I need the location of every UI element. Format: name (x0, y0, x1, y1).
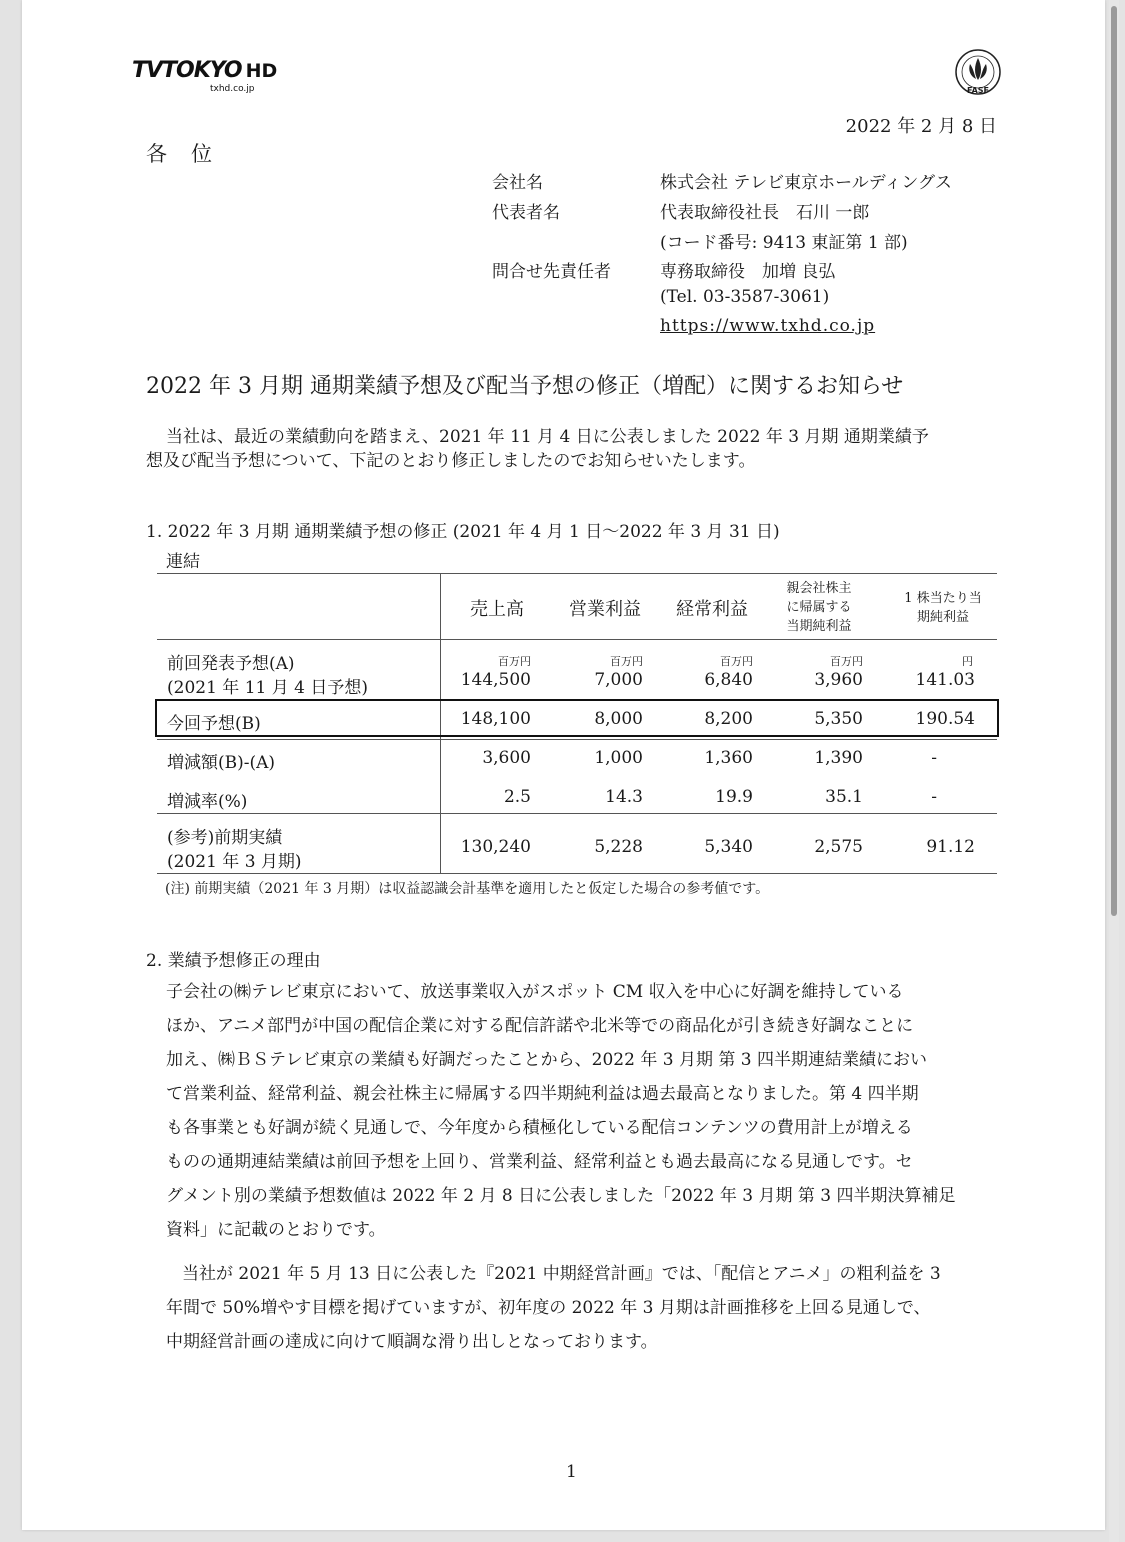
table-cell: 19.9 (715, 787, 753, 807)
current-forecast-highlight (155, 699, 999, 737)
table-rule (157, 813, 997, 814)
document-date: 2022 年 2 月 8 日 (845, 116, 997, 137)
table-cell: 91.12 (926, 837, 975, 857)
row-label: 増減率(%) (167, 792, 248, 812)
table-cell: 8,200 (704, 709, 753, 729)
fasf-seal-icon (952, 48, 1004, 100)
col-header: 1 株当たり当期純利益 (904, 591, 982, 625)
info-value: (コード番号: 9413 東証第 1 部) (660, 233, 908, 253)
table-cell: 1,360 (704, 748, 753, 768)
info-value: 専務取締役 加増 良弘 (660, 262, 836, 282)
table-rule (157, 573, 997, 574)
table-cell: 190.54 (915, 709, 975, 729)
reason-line: て営業利益、経常利益、親会社株主に帰属する四半期純利益は過去最高となりました。第 4 四半期 (166, 1084, 919, 1104)
table-rule (157, 639, 997, 640)
table-cell: - (931, 748, 937, 768)
reason-line: 資料」に記載のとおりです。 (166, 1220, 386, 1240)
col-header: 経常利益 (676, 599, 748, 620)
unit-label: 百万円 (830, 655, 863, 668)
table-rule (157, 873, 997, 874)
addressee: 各位 (146, 142, 236, 166)
table-cell: 14.3 (605, 787, 643, 807)
reason-line: ほか、アニメ部門が中国の配信企業に対する配信許諾や北米等での商品化が引き続き好調なことに (166, 1016, 914, 1036)
info-label: 会社名 (492, 173, 543, 193)
unit-label: 百万円 (720, 655, 753, 668)
col-header: 売上高 (470, 599, 524, 620)
unit-label: 円 (962, 655, 973, 668)
col-header: 営業利益 (569, 599, 641, 620)
plan-line: 年間で 50%増やす目標を掲げていますが、初年度の 2022 年 3 月期は計画推移を上回る見通しで、 (166, 1298, 931, 1318)
reason-line: ものの通期連結業績は前回予想を上回り、営業利益、経常利益とも過去最高になる見通しです。セ (166, 1152, 913, 1172)
table-cell: 1,000 (594, 748, 643, 768)
info-label: 問合せ先責任者 (492, 262, 611, 282)
reason-line: 子会社の㈱テレビ東京において、放送事業収入がスポット CM 収入を中心に好調を維持している (166, 982, 904, 1002)
fasf-label: FASF (967, 86, 989, 95)
info-label: 代表者名 (492, 203, 560, 223)
table-cell: 7,000 (594, 670, 643, 690)
website-link[interactable]: https://www.txhd.co.jp (660, 316, 876, 336)
row-label: (2021 年 3 月期) (167, 852, 302, 872)
table-cell: 3,600 (482, 748, 531, 768)
row-label: 今回予想(B) (167, 714, 261, 734)
section-1-sub: 連結 (166, 552, 200, 572)
row-label: 前回発表予想(A) (167, 654, 295, 674)
info-value: 株式会社 テレビ東京ホールディングス (660, 173, 952, 193)
scrollbar-thumb[interactable] (1111, 6, 1117, 916)
table-cell: 5,228 (594, 837, 643, 857)
page-title: 2022 年 3 月期 通期業績予想及び配当予想の修正（増配）に関するお知らせ (146, 374, 904, 399)
table-cell: 3,960 (814, 670, 863, 690)
table-cell: 2.5 (503, 787, 531, 807)
page-number: 1 (566, 1462, 577, 1482)
col-header: 親会社株主に帰属する当期純利益 (786, 581, 852, 634)
plan-line: 当社が 2021 年 5 月 13 日に公表した『2021 中期経営計画』では、「配信とアニメ」の粗利益を 3 (182, 1264, 941, 1284)
logo-url: txhd.co.jp (210, 84, 255, 94)
section-2-heading: 2. 業績予想修正の理由 (146, 951, 321, 971)
table-cell: 1,390 (814, 748, 863, 768)
row-label: (2021 年 11 月 4 日予想) (167, 678, 368, 698)
table-cell: 8,000 (594, 709, 643, 729)
table-cell: 5,340 (704, 837, 753, 857)
table-cell: 148,100 (460, 709, 531, 729)
logo-main: TVTOKYO (132, 58, 242, 83)
table-cell: 141.03 (915, 670, 975, 690)
table-cell: 130,240 (460, 837, 531, 857)
plan-line: 中期経営計画の達成に向けて順調な滑り出しとなっております。 (166, 1332, 658, 1352)
table-cell: - (931, 787, 937, 807)
table-cell: 2,575 (814, 837, 863, 857)
company-logo (132, 58, 278, 94)
intro-line: 当社は、最近の業績動向を踏まえ、2021 年 11 月 4 日に公表しました 2022 年 3 月期 通期業績予 (166, 427, 929, 447)
info-value: 代表取締役社長 石川 一郎 (660, 203, 870, 223)
table-cell: 35.1 (825, 787, 863, 807)
table-cell: 6,840 (704, 670, 753, 690)
table-rule (157, 739, 997, 740)
scrollbar[interactable] (1109, 0, 1119, 1542)
intro-line: 想及び配当予想について、下記のとおり修正しましたのでお知らせいたします。 (146, 451, 756, 471)
table-note: (注) 前期実績（2021 年 3 月期）は収益認識会計基準を適用したと仮定した場合の参考値です。 (165, 881, 770, 897)
row-label: 増減額(B)-(A) (167, 753, 276, 773)
reason-line: グメント別の業績予想数値は 2022 年 2 月 8 日に公表しました「2022 年 3 月期 第 3 四半期決算補足 (166, 1186, 956, 1206)
row-label: (参考)前期実績 (167, 828, 283, 848)
table-cell: 144,500 (460, 670, 531, 690)
table-cell: 5,350 (814, 709, 863, 729)
reason-line: 加え、㈱ＢＳテレビ東京の業績も好調だったことから、2022 年 3 月期 第 3 四半期連結業績におい (166, 1050, 927, 1070)
unit-label: 百万円 (498, 655, 531, 668)
unit-label: 百万円 (610, 655, 643, 668)
logo-hd: HD (245, 60, 278, 82)
reason-line: も各事業とも好調が続く見通しで、今年度から積極化している配信コンテンツの費用計上が増える (166, 1118, 913, 1138)
info-value: (Tel. 03-3587-3061) (660, 287, 830, 307)
section-1-heading: 1. 2022 年 3 月期 通期業績予想の修正 (2021 年 4 月 1 日～2022 年 3 月 31 日) (146, 522, 780, 542)
